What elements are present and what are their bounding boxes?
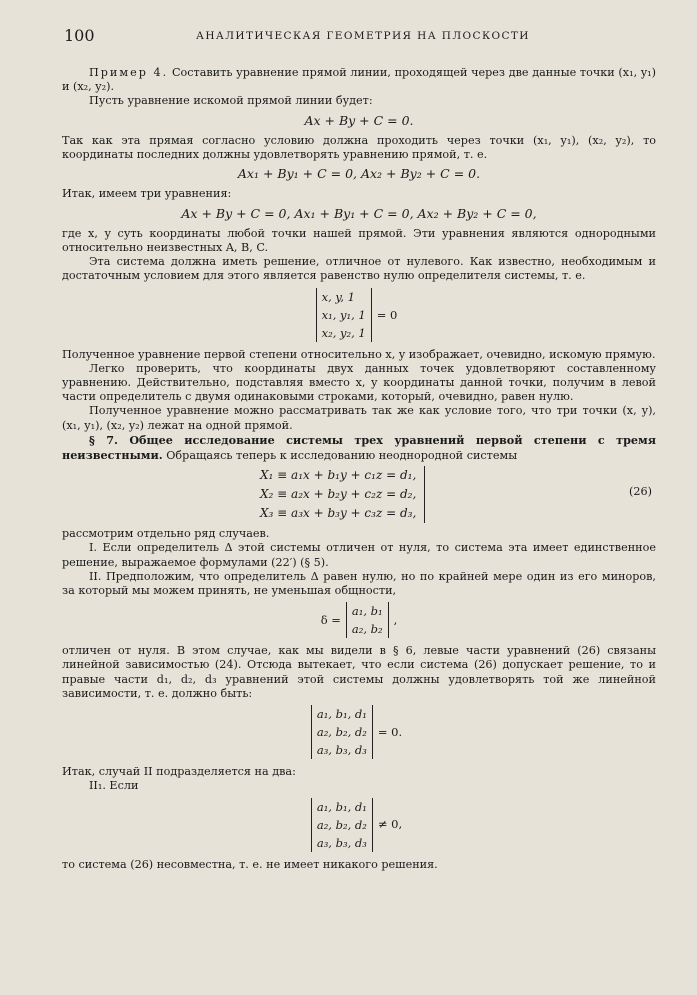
paragraph: отличен от нуля. В этом случае, как мы видели в § 6, левые части уравнений (26) связаны линейной зависимостью (24). Отсюда вытекает, что если система (26) допускает решение, то и правые части d₁, d₂, d₃ уравнений этой системы должны удовлетворять той же линейной зависимости, т. е. должно быть: — [62, 644, 656, 700]
paragraph: Пусть уравнение искомой прямой линии будет: — [89, 94, 373, 108]
minor-symbol: δ = — [320, 613, 341, 628]
example-paragraph — [62, 66, 656, 94]
determinant-row: a₂, b₂, d₂ — [316, 817, 367, 832]
paragraph: II. Предположим, что определитель Δ равен нулю, но по крайней мере один из его миноров, за который мы можем принять, не уменьшая общности, — [62, 569, 656, 598]
paragraph: Итак, имеем три уравнения: — [62, 187, 232, 201]
equation: Ax₁ + By₁ + C = 0, Ax₂ + By₂ + C = 0. — [237, 166, 481, 182]
determinant — [311, 705, 373, 759]
determinant-rhs: = 0 — [376, 307, 398, 322]
page-body — [62, 66, 656, 872]
section-text: Обращаясь теперь к исследованию неоднородной системы — [166, 449, 518, 463]
example-text: Составить уравнение прямой линии, проходящей через две данные точки (x₁, y₁) и (x₂, y₂). — [62, 66, 656, 94]
system-rows — [260, 466, 425, 523]
equation: Ax + By + C = 0, Ax₁ + By₁ + C = 0, Ax₂ + By₂ + C = 0, — [181, 205, 537, 221]
determinant-equation — [62, 705, 656, 759]
determinant-row: a₂, b₂, d₂ — [316, 725, 367, 740]
determinant-row: a₁, b₁, d₁ — [316, 707, 367, 722]
determinant-equation — [62, 288, 656, 342]
paragraph: Эта система должна иметь решение, отличное от нулевого. Как известно, необходимым и достаточным условием для этого является равенство нулю определителя системы, т. е. — [62, 255, 656, 283]
running-title: АНАЛИТИЧЕСКАЯ ГЕОМЕТРИЯ НА ПЛОСКОСТИ — [196, 30, 530, 42]
determinant-rhs: ≠ 0, — [377, 817, 403, 832]
minor-determinant — [346, 602, 389, 638]
determinant-rhs: , — [393, 613, 398, 628]
paragraph: Полученное уравнение первой степени относительно x, y изображает, очевидно, искомую прямую. — [62, 347, 656, 361]
equation-number: (26) — [629, 485, 652, 499]
determinant-row: a₂, b₂ — [351, 622, 383, 637]
system-row: X₂ ≡ a₂x + b₂y + c₂z = d₂, — [260, 487, 417, 502]
paragraph: рассмотрим отдельно ряд случаев. — [62, 527, 270, 541]
paragraph: то система (26) несовместна, т. е. не имеет никакого решения. — [62, 857, 438, 871]
paragraph: Полученное уравнение можно рассматривать так же как условие того, что три точки (x, y), (x₁, y₁), (x₂, y₂) лежат на одной прямой. — [62, 404, 656, 432]
paragraph: Итак, случай II подразделяется на два: — [62, 765, 296, 779]
example-label: Пример 4. — [89, 66, 169, 79]
determinant-row: x, y, 1 — [321, 289, 356, 304]
paragraph: Легко проверить, что координаты двух данных точек удовлетворяют составленному уравнению. Действительно, подставляя вместо x, y координаты данной точки, получим в левой части определитель с двумя одинаковыми строками, который, очевидно, равен нулю. — [62, 361, 656, 404]
determinant — [316, 288, 372, 342]
determinant-row: a₃, b₃, d₃ — [316, 835, 367, 850]
determinant-rhs: = 0. — [377, 724, 403, 739]
determinant-row: x₁, y₁, 1 — [321, 307, 366, 322]
paragraph: Так как эта прямая согласно условию должна проходить через точки (x₁, y₁), (x₂, y₂), то координаты последних должны удовлетворять уравнению прямой, т. е. — [62, 133, 656, 162]
system-row: X₁ ≡ a₁x + b₁y + c₁z = d₁, — [260, 468, 417, 483]
section-paragraph — [62, 433, 656, 463]
minor-equation — [62, 602, 656, 638]
determinant-row: a₁, b₁, d₁ — [316, 799, 367, 814]
paragraph: II₁. Если — [89, 779, 139, 793]
equation: Ax + By + C = 0. — [304, 112, 414, 128]
paragraph: I. Если определитель Δ этой системы отличен от нуля, то система эта имеет единственное решение, выражаемое формулами (22′) (§ 5). — [62, 541, 656, 569]
section-title: § 7. Общее исследование системы трех уравнений первой степени с тремя неизвестными. — [62, 432, 656, 463]
determinant-row: a₃, b₃, d₃ — [316, 743, 367, 758]
determinant-row: a₁, b₁ — [351, 604, 383, 619]
determinant — [311, 798, 373, 852]
equation-system — [62, 466, 656, 523]
system-row: X₃ ≡ a₃x + b₃y + c₃z = d₃, — [260, 506, 417, 521]
determinant-row: x₂, y₂, 1 — [321, 325, 366, 340]
page-header — [64, 26, 648, 48]
determinant-inequality — [62, 798, 656, 852]
page-number: 100 — [64, 26, 95, 45]
paragraph: где x, y суть координаты любой точки нашей прямой. Эти уравнения являются однородными относительно неизвестных A, B, C. — [62, 226, 656, 255]
